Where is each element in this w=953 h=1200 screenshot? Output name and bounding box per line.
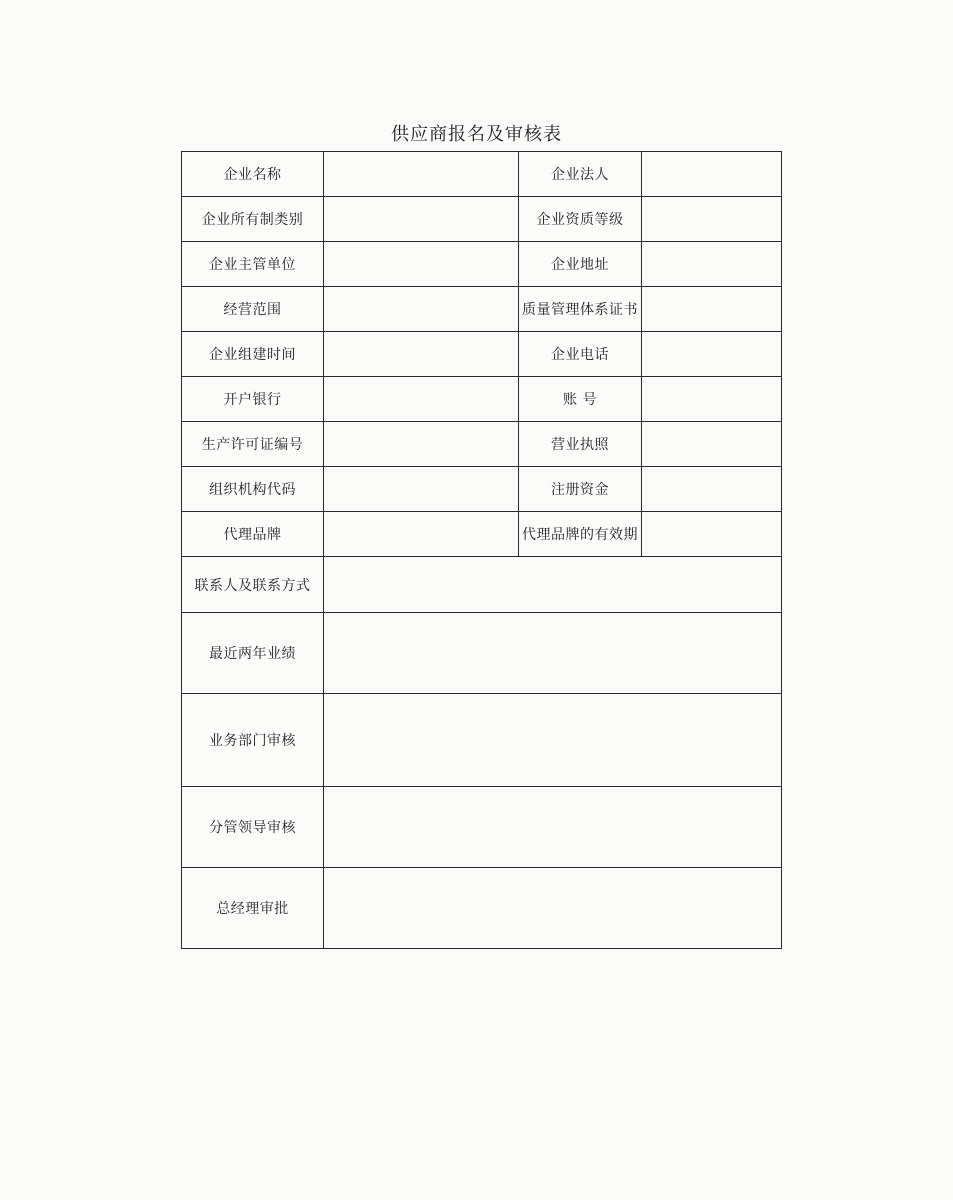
field-label: 生产许可证编号 (182, 422, 324, 467)
field-label: 分管领导审核 (182, 787, 324, 868)
field-label: 联系人及联系方式 (182, 557, 324, 613)
enterprise-address-field[interactable] (642, 242, 782, 287)
field-label: 账 号 (519, 377, 642, 422)
form-row (182, 694, 782, 787)
form-row (182, 512, 782, 557)
business-dept-review-field[interactable] (324, 694, 782, 787)
form-row (182, 787, 782, 868)
agency-brand-field[interactable] (324, 512, 519, 557)
general-manager-approval-field[interactable] (324, 868, 782, 949)
form-row (182, 287, 782, 332)
field-label: 企业电话 (519, 332, 642, 377)
field-label: 最近两年业绩 (182, 613, 324, 694)
form-row (182, 197, 782, 242)
quality-certificate-field[interactable] (642, 287, 782, 332)
form-row (182, 613, 782, 694)
field-label: 企业名称 (182, 152, 324, 197)
organization-code-field[interactable] (324, 467, 519, 512)
form-row (182, 377, 782, 422)
agency-brand-validity-field[interactable] (642, 512, 782, 557)
supplier-registration-form (181, 151, 782, 949)
field-label: 营业执照 (519, 422, 642, 467)
form-row (182, 557, 782, 613)
legal-representative-field[interactable] (642, 152, 782, 197)
field-label: 总经理审批 (182, 868, 324, 949)
field-label: 注册资金 (519, 467, 642, 512)
bank-field[interactable] (324, 377, 519, 422)
business-license-field[interactable] (642, 422, 782, 467)
field-label: 经营范围 (182, 287, 324, 332)
field-label: 企业法人 (519, 152, 642, 197)
leader-review-field[interactable] (324, 787, 782, 868)
recent-performance-field[interactable] (324, 613, 782, 694)
form-row (182, 422, 782, 467)
field-label: 业务部门审核 (182, 694, 324, 787)
field-label: 代理品牌的有效期 (519, 512, 642, 557)
registered-capital-field[interactable] (642, 467, 782, 512)
form-row (182, 868, 782, 949)
contact-info-field[interactable] (324, 557, 782, 613)
enterprise-name-field[interactable] (324, 152, 519, 197)
account-number-field[interactable] (642, 377, 782, 422)
form-row (182, 242, 782, 287)
supervising-unit-field[interactable] (324, 242, 519, 287)
page-title: 供应商报名及审核表 (391, 124, 562, 145)
form-row (182, 332, 782, 377)
field-label: 组织机构代码 (182, 467, 324, 512)
ownership-type-field[interactable] (324, 197, 519, 242)
form-row (182, 467, 782, 512)
form-row (182, 152, 782, 197)
field-label: 企业组建时间 (182, 332, 324, 377)
field-label: 代理品牌 (182, 512, 324, 557)
establishment-date-field[interactable] (324, 332, 519, 377)
business-scope-field[interactable] (324, 287, 519, 332)
field-label: 企业资质等级 (519, 197, 642, 242)
field-label: 质量管理体系证书 (519, 287, 642, 332)
field-label: 企业主管单位 (182, 242, 324, 287)
field-label: 企业地址 (519, 242, 642, 287)
field-label: 开户银行 (182, 377, 324, 422)
production-license-field[interactable] (324, 422, 519, 467)
qualification-level-field[interactable] (642, 197, 782, 242)
enterprise-phone-field[interactable] (642, 332, 782, 377)
field-label: 企业所有制类别 (182, 197, 324, 242)
